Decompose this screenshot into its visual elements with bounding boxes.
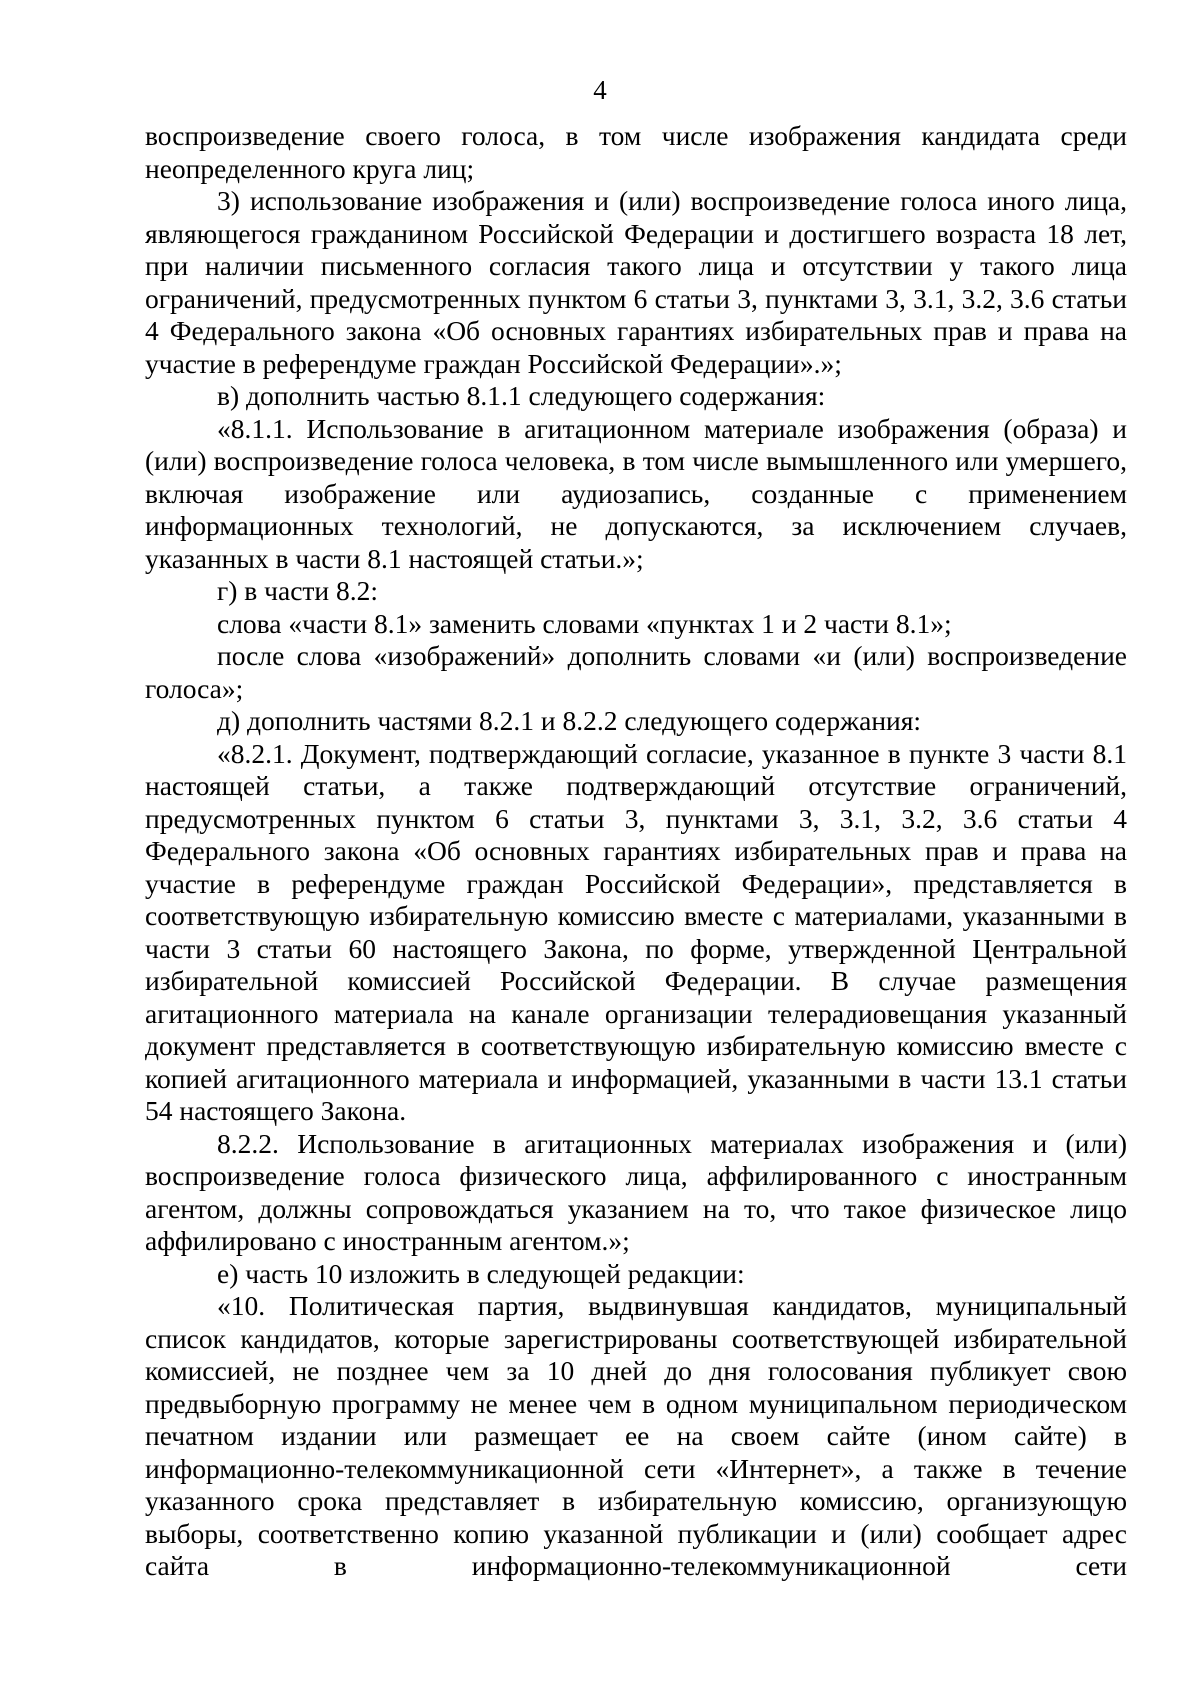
- document-body: [145, 120, 1127, 1583]
- paragraph-continuation: воспроизведение своего голоса, в том числе изображения кандидата среди неопределенного круга лиц;: [145, 120, 1127, 184]
- paragraph-replace-words: слова «части 8.1» заменить словами «пунктах 1 и 2 части 8.1»;: [217, 607, 952, 639]
- paragraph-amendment-g: г) в части 8.2:: [217, 575, 379, 606]
- paragraph-part-10: «10. Политическая партия, выдвинувшая кандидатов, муниципальный список кандидатов, которые зарегистрированы соответствующей избирательной комиссией, не позднее чем за 10 дней до дня голосования публикует свою предвыборную программу не менее чем в одном муниципальном периодическом печатном издании или размещает ее на своем сайте (ином сайте) в информационно-телекоммуникационной сети «Интернет», а также в течение указанного срока представляет в избирательную комиссию, организующую выборы, соответственно копию указанной публикации и (или) сообщает адрес сайта в информационно-телекоммуникационной сети: [145, 1290, 1127, 1581]
- paragraph-add-words: после слова «изображений» дополнить словами «и (или) воспроизведение голоса»;: [145, 640, 1127, 704]
- paragraph-amendment-e: е) часть 10 изложить в следующей редакции:: [217, 1257, 745, 1289]
- page-number: 4: [593, 75, 607, 105]
- paragraph-amendment-v: в) дополнить частью 8.1.1 следующего содержания:: [217, 380, 826, 411]
- paragraph-item-3: 3) использование изображения и (или) воспроизведение голоса иного лица, являющегося гражданином Российской Федерации и достигшего возраста 18 лет, при наличии письменного согласия такого лица и отсутствии у такого лица ограничений, предусмотренных пунктом 6 статьи 3, пунктами 3, 3.1, 3.2, 3.6 статьи 4 Федерального закона «Об основных гарантиях избирательных прав и права на участие в референдуме граждан Российской Федерации».»;: [145, 185, 1127, 379]
- paragraph-part-8-2-2: 8.2.2. Использование в агитационных материалах изображения и (или) воспроизведение голоса физического лица, аффилированного с иностранным агентом, должны сопровождаться указанием на то, что такое физическое лицо аффилировано с иностранным агентом.»;: [145, 1127, 1127, 1256]
- paragraph-part-8-2-1: «8.2.1. Документ, подтверждающий согласие, указанное в пункте 3 части 8.1 настоящей статьи, а также подтверждающий отсутствие ограничений, предусмотренных пунктом 6 статьи 3, пунктами 3, 3.1, 3.2, 3.6 статьи 4 Федерального закона «Об основных гарантиях избирательных прав и права на участие в референдуме граждан Российской Федерации», представляется в соответствующую избирательную комиссию вместе с материалами, указанными в части 3 статьи 60 настоящего Закона, по форме, утвержденной Центральной избирательной комиссией Российской Федерации. В случае размещения агитационного материала на канале организации телерадиовещания указанный документ представляется в соответствующую избирательную комиссию вместе с копией агитационного материала и информацией, указанными в части 13.1 статьи 54 настоящего Закона.: [145, 737, 1127, 1126]
- paragraph-part-8-1-1: «8.1.1. Использование в агитационном материале изображения (образа) и (или) воспроизведение голоса человека, в том числе вымышленного или умершего, включая изображение или аудиозапись, созданные с применением информационных технологий, не допускаются, за исключением случаев, указанных в части 8.1 настоящей статьи.»;: [145, 412, 1127, 574]
- paragraph-amendment-d: д) дополнить частями 8.2.1 и 8.2.2 следующего содержания:: [217, 705, 922, 736]
